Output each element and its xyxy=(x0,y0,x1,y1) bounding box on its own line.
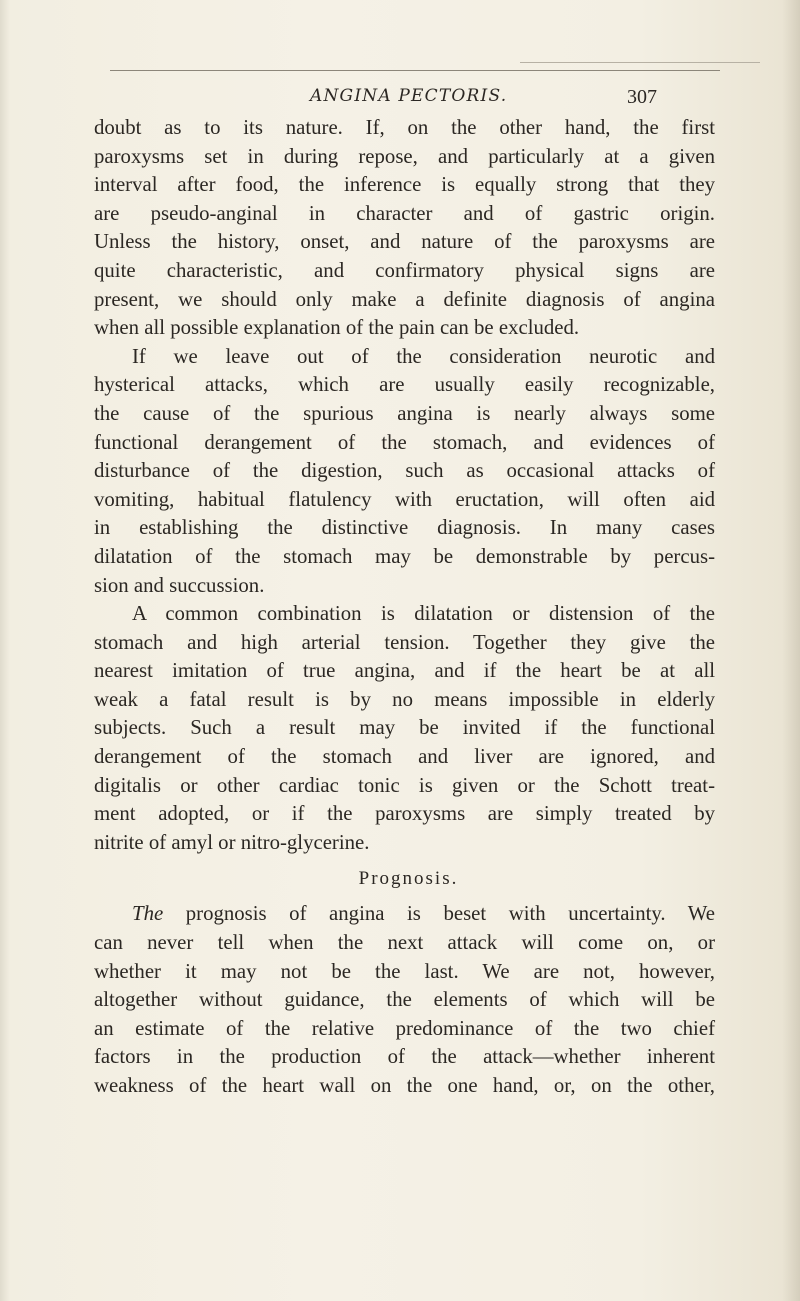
text-line: nearest imitation of true angina, and if the heart be at all xyxy=(94,659,715,683)
text-line: Unless the history, onset, and nature of the paroxysms are xyxy=(94,230,715,254)
text-line: functional derangement of the stomach, and evidences of xyxy=(94,430,715,454)
text-line: weakness of the heart wall on the one hand, or, on the other, xyxy=(94,1074,715,1097)
text-line: in establishing the distinctive diagnosis. In many cases xyxy=(94,516,715,540)
text-line: weak a fatal result is by no means impossible in elderly xyxy=(94,687,715,711)
text-line: doubt as to its nature. If, on the other hand, the first xyxy=(94,116,715,139)
text-line: sion and succussion. xyxy=(94,573,265,597)
text-line: when all possible explanation of the pain can be excluded. xyxy=(94,316,580,340)
text-line: nitrite of amyl or nitro-glycerine. xyxy=(94,830,370,854)
text-line: stomach and high arterial tension. Together they give the xyxy=(94,630,715,654)
text-line: interval after food, the inference is equally strong that they xyxy=(94,173,715,197)
text-line: whether it may not be the last. We are not, however, xyxy=(94,959,715,983)
running-head xyxy=(100,78,700,108)
text-line: paroxysms set in during repose, and particularly at a given xyxy=(94,144,715,168)
text-line: hysterical attacks, which are usually easily recognizable, xyxy=(94,373,715,397)
text-line: A common combination is dilatation or distension of the xyxy=(132,602,715,626)
text-line: disturbance of the digestion, such as occasional attacks of xyxy=(94,459,715,483)
text-line: digitalis or other cardiac tonic is given or the Schott treat- xyxy=(94,773,715,797)
text-line-rest: prognosis of angina is beset with uncertainty. We xyxy=(185,902,715,926)
running-title: ANGINA PECTORIS. xyxy=(310,86,508,106)
text-line: are pseudo-anginal in character and of gastric origin. xyxy=(94,201,715,225)
body-text xyxy=(94,114,715,1101)
text-line: derangement of the stomach and liver are ignored, and xyxy=(94,745,715,769)
text-line xyxy=(94,900,715,929)
text-line: altogether without guidance, the elements of which will be xyxy=(94,988,715,1012)
page-gutter-shadow xyxy=(0,0,10,1301)
section-heading-prognosis: Prognosis. xyxy=(358,868,459,890)
top-edge-line xyxy=(520,62,760,63)
text-line: dilatation of the stomach may be demonstrable by percus- xyxy=(94,544,715,568)
italic-word: The xyxy=(132,902,164,926)
text-line: the cause of the spurious angina is nearly always some xyxy=(94,401,715,425)
text-line: ment adopted, or if the paroxysms are simply treated by xyxy=(94,802,715,826)
text-line: vomiting, habitual flatulency with eructation, will often aid xyxy=(94,487,715,511)
text-line: can never tell when the next attack will come on, or xyxy=(94,931,715,955)
header-rule xyxy=(110,70,720,71)
text-line: factors in the production of the attack—whether inherent xyxy=(94,1045,715,1069)
text-line: an estimate of the relative predominance of the two chief xyxy=(94,1016,715,1040)
page-number: 307 xyxy=(627,86,657,108)
text-line: If we leave out of the consideration neurotic and xyxy=(132,344,715,368)
text-line: subjects. Such a result may be invited if the functional xyxy=(94,716,715,740)
page-edge-shadow xyxy=(782,0,800,1301)
text-line: present, we should only make a definite diagnosis of angina xyxy=(94,287,715,311)
text-line: quite characteristic, and confirmatory physical signs are xyxy=(94,258,715,282)
